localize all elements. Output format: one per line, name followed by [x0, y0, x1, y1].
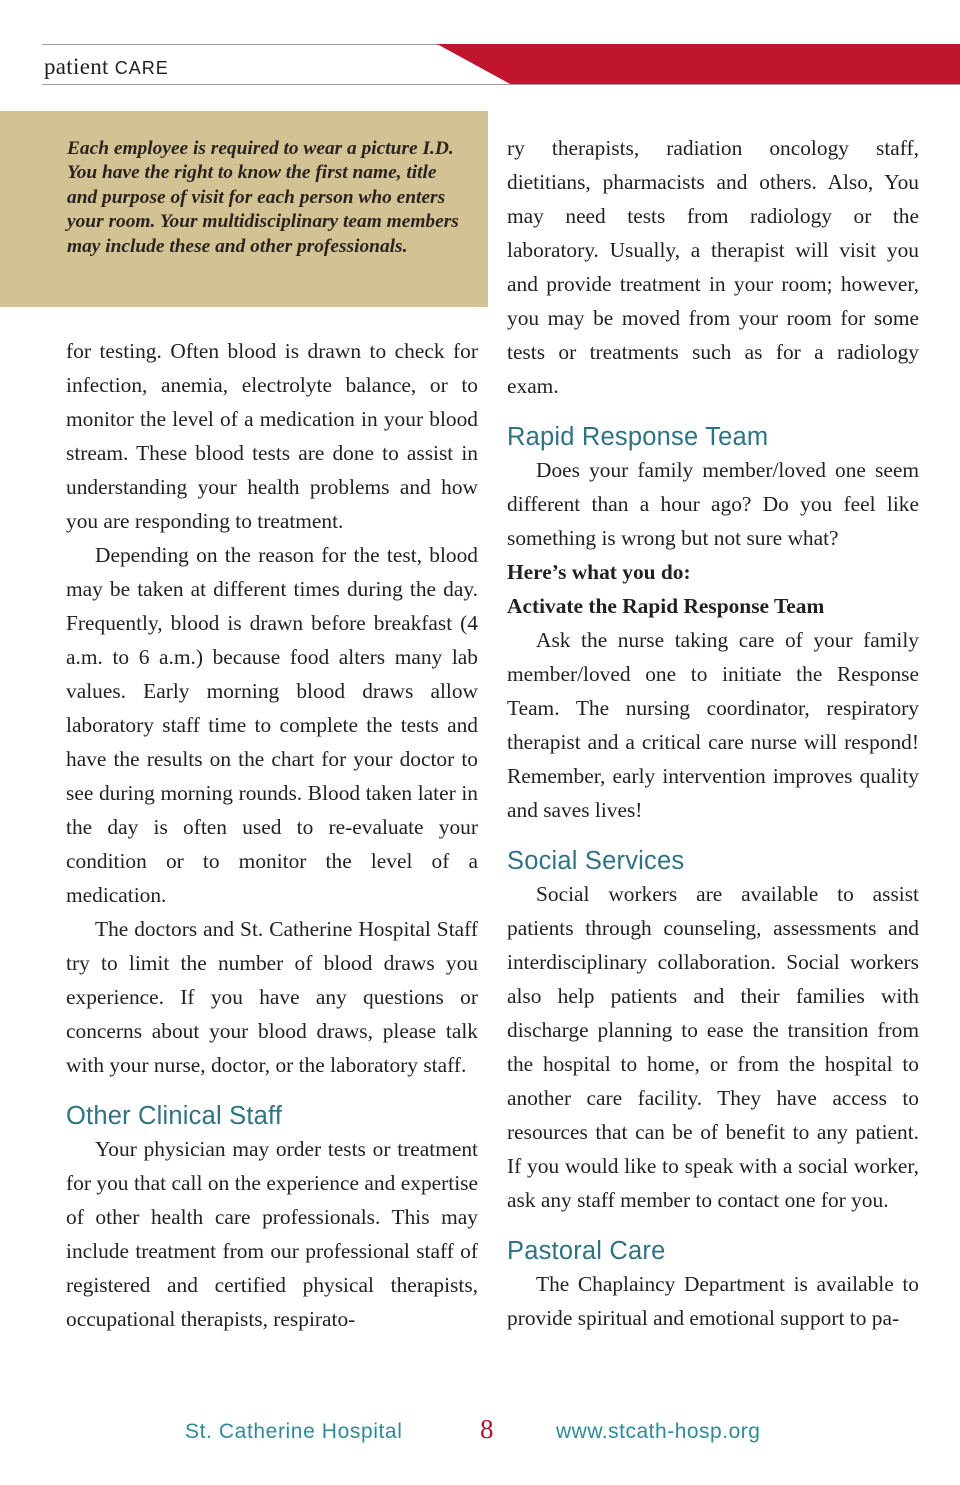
rapid-response-paragraph: Ask the nurse taking care of your family member/loved one to initiate the Response Team. The nursing coordinator, respiratory therapist and a critical care nurse will respond! Remember, early intervention improves quality and saves lives!: [507, 628, 919, 822]
section-gap: [66, 1082, 478, 1100]
header-rule-bottom: [42, 84, 960, 85]
running-head-word: patient: [44, 54, 109, 79]
social-services-paragraph: Social workers are available to assist patients through counseling, assessments and interdisciplinary collaboration. Social workers also help patients and their families with discharge planning to ease the transition from the hospital to home, or from the hospital to another care facility. They have access to resources that can be of benefit to any patient. If you would like to speak with a social worker, ask any staff member to contact one for you.: [507, 882, 919, 1212]
blood-timing-paragraph: Depending on the reason for the test, blood may be taken at different times during the day. Frequently, blood is drawn before breakfast (4 a.m. to 6 a.m.) because food alters many lab values. Early morning blood draws allow laboratory staff time to complete the tests and have the results on the chart for your doctor to see during morning rounds. Blood taken later in the day is often used to re-evaluate your condition or to monitor the level of a medication.: [66, 543, 478, 907]
header-accent-wedge: [42, 44, 960, 85]
page-number: 8: [480, 1414, 494, 1444]
callout-text: Each employee is required to wear a picture I.D. You have the right to know the first name, title and purpose of visit for each person who enters your room. Your multidisciplinary team members may include these and other professionals.: [67, 138, 459, 257]
blood-testing-paragraph: for testing. Often blood is drawn to check for infection, anemia, electrolyte balance, or to monitor the level of a medication in your blood stream. These blood tests are done to assist in understanding your health problems and how you are responding to treatment.: [66, 339, 478, 533]
running-head: [44, 54, 169, 80]
page-footer: [0, 1414, 960, 1454]
left-column: [66, 334, 478, 1336]
heading-rapid-response-team: Rapid Response Team: [507, 423, 769, 451]
id-badge-callout: [0, 111, 488, 307]
rapid-response-instruction: Here’s what you do:: [507, 560, 691, 584]
heading-other-clinical-staff: Other Clinical Staff: [66, 1102, 283, 1130]
heading-pastoral-care: Pastoral Care: [507, 1237, 666, 1265]
footer-hospital-name: St. Catherine Hospital: [185, 1420, 403, 1443]
heading-social-services: Social Services: [507, 847, 685, 875]
running-head-caps: CARE: [114, 58, 169, 78]
section-gap: [507, 827, 919, 845]
header-accent-shape: [437, 44, 960, 85]
section-gap: [507, 1217, 919, 1235]
page-header: [42, 44, 960, 86]
footer-website-link[interactable]: www.stcath-hosp.org: [556, 1420, 761, 1443]
blood-draw-limit-paragraph: The doctors and St. Catherine Hospital Staff try to limit the number of blood draws you experience. If you have any questions or concerns about your blood draws, please talk with your nurse, doctor, or the laboratory staff.: [66, 917, 478, 1077]
section-gap: [507, 403, 919, 421]
rapid-response-question: Does your family member/loved one seem different than a hour ago? Do you feel like something is wrong but not sure what?: [507, 458, 919, 550]
therapists-paragraph: ry therapists, radiation oncology staff, dietitians, pharmacists and others. Also, You may need tests from radiology or the laboratory. Usually, a therapist will visit you and provide treatment in your room; however, you may be moved from your room for some tests or treatments such as for a radiology exam.: [507, 136, 919, 398]
other-clinical-paragraph: Your physician may order tests or treatment for you that call on the experience and expertise of other health care professionals. This may include treatment from our professional staff of registered and certified physical therapists, occupational therapists, respirato-: [66, 1137, 478, 1331]
rapid-response-activate: Activate the Rapid Response Team: [507, 594, 825, 618]
pastoral-care-paragraph: The Chaplaincy Department is available to provide spiritual and emotional support to pa-: [507, 1272, 919, 1330]
right-column: [507, 131, 919, 1335]
